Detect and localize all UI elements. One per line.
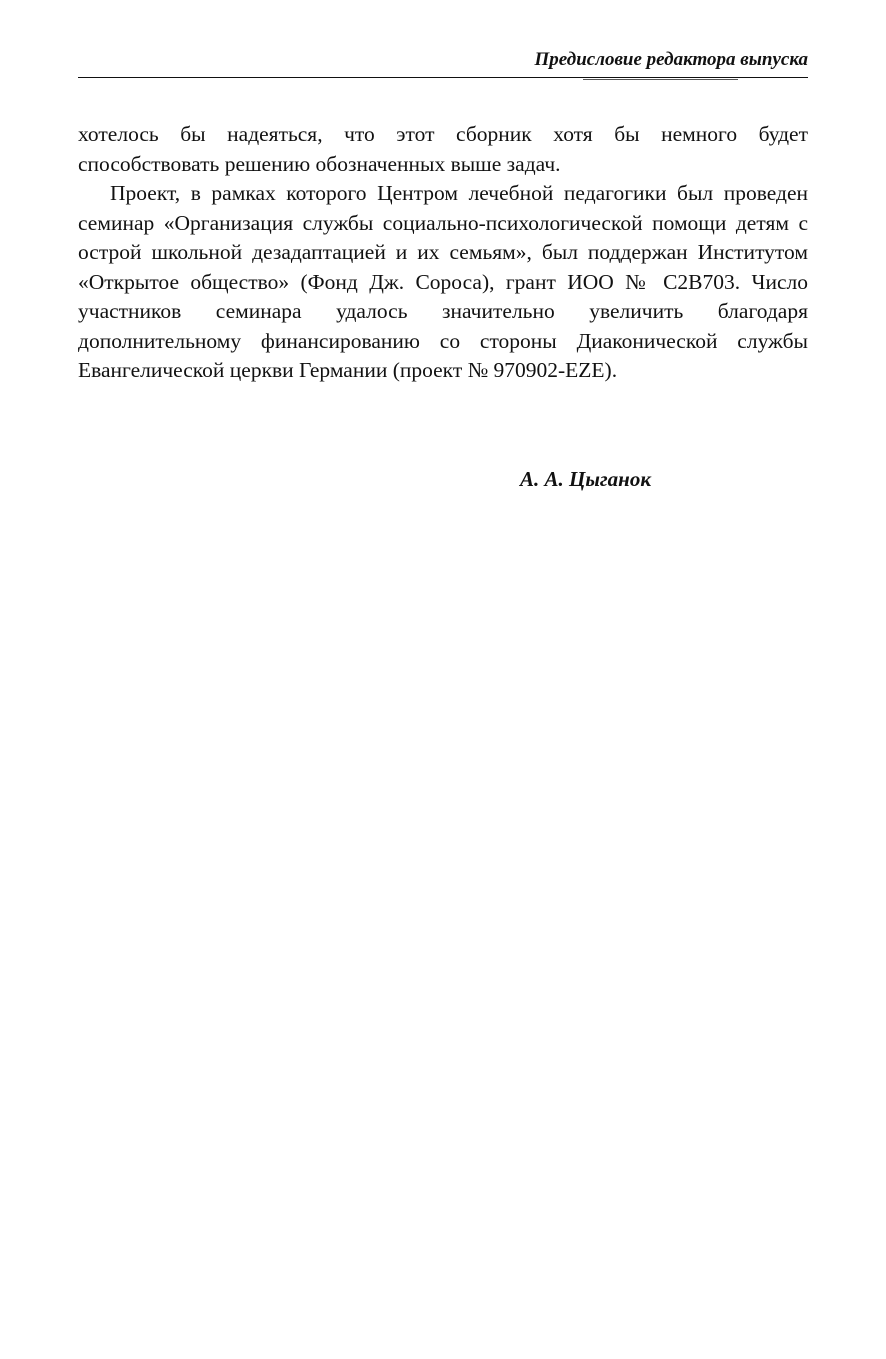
author-signature: А. А. Цыганок (520, 467, 651, 491)
header-rule (78, 77, 808, 78)
body-text (78, 120, 808, 386)
running-header-title: Предисловие редактора выпуска (534, 49, 808, 70)
paragraph-continuation: хотелось бы надеяться, что этот сборник хотя бы немного будет способствовать решению обозначенных выше задач. (78, 122, 808, 176)
header-rule-accent (583, 79, 738, 80)
paragraph-project-funding: Проект, в рамках которого Центром лечебной педагогики был проведен семинар «Организация службы социально-психологической помощи детям с острой школьной дезадаптацией и их семьям», был поддержан Институтом «Открытое общество» (Фонд Дж. Сороса), грант ИОО № С2В703. Число участников семинара удалось значительно увеличить благодаря дополнительному финансированию со стороны Диаконической службы Евангелической церкви Германии (проект № 970902-EZE). (78, 181, 808, 382)
